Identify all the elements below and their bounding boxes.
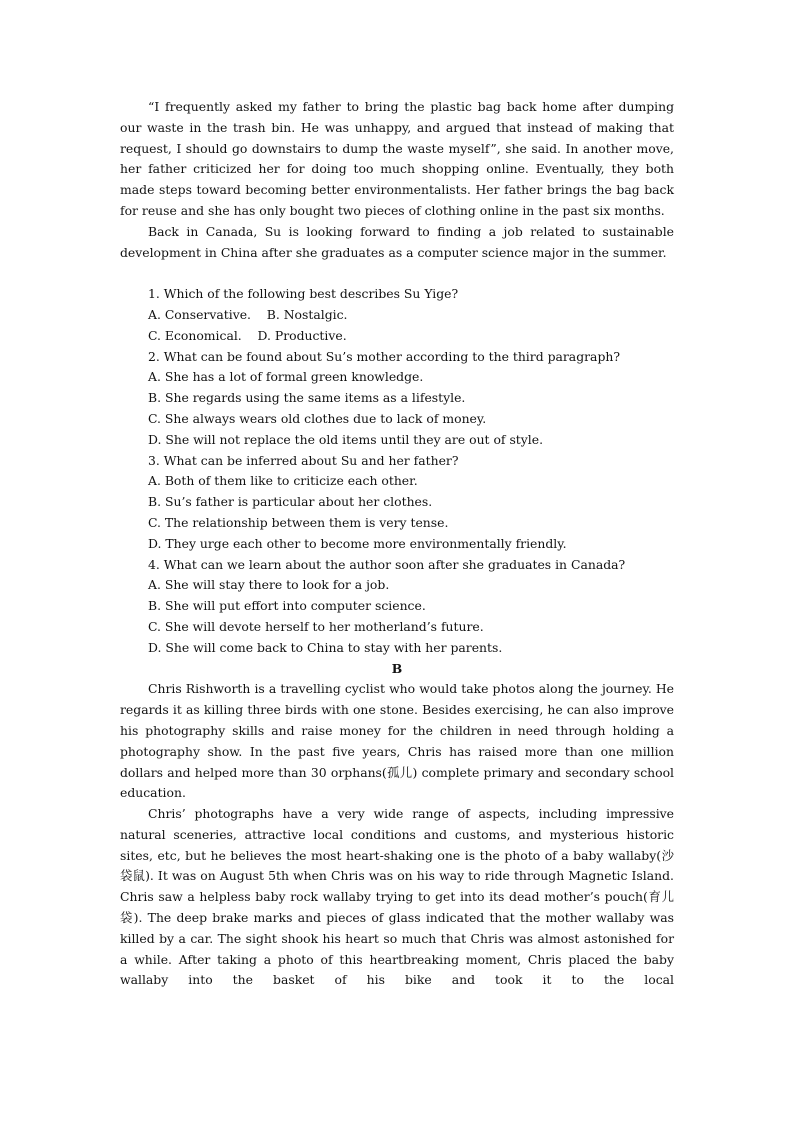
passage-b-paragraph-1: Chris Rishworth is a travelling cyclist who would take photos along the journey. He regards it as killing three birds with one stone. Besides exercising, he can also improve his photography skills and raise money for the children in need through holding a photography show. In the past five years, Chris has raised more than one million dollars and helped more than 30 orphans(孤儿) complete primary and secondary school education. bbox=[120, 681, 674, 801]
question-option: C. She always wears old clothes due to lack of money. bbox=[148, 410, 487, 426]
question-option: D. She will come back to China to stay with her parents. bbox=[148, 639, 503, 655]
question-stem: 4. What can we learn about the author soon after she graduates in Canada? bbox=[148, 556, 626, 572]
question-option: B. She regards using the same items as a lifestyle. bbox=[148, 390, 466, 406]
passage-a-paragraph-1: “I frequently asked my father to bring the plastic bag back home after dumping our waste in the trash bin. He was unhappy, and argued that instead of making that request, I should go downstairs to dump the waste myself”, she said. In another move, her father criticized her for doing too much shopping online. Eventually, they both made steps toward becoming better environmentalists. Her father brings the bag back for reuse and she has only bought two pieces of clothing online in the past six months. bbox=[120, 99, 674, 218]
question-block-2 bbox=[120, 347, 674, 451]
question-option: D. She will not replace the old items until they are out of style. bbox=[148, 431, 544, 447]
document-page bbox=[120, 97, 674, 991]
question-option: B. She will put effort into computer science. bbox=[148, 598, 426, 614]
question-block-4 bbox=[120, 555, 674, 659]
question-option: D. They urge each other to become more environmentally friendly. bbox=[148, 535, 567, 551]
question-stem: 1. Which of the following best describes Su Yige? bbox=[148, 286, 459, 302]
question-stem: 3. What can be inferred about Su and her father? bbox=[148, 452, 459, 468]
question-option: A. Conservative. B. Nostalgic. bbox=[148, 306, 348, 322]
section-heading-b: B bbox=[391, 660, 403, 676]
passage-b-paragraph-2: Chris’ photographs have a very wide range of aspects, including impressive natural sceneries, attractive local conditions and customs, and mysterious historic sites, etc, but he believes the most heart-shaking one is the photo of a baby wallaby(沙袋鼠). It was on August 5th when Chris was on his way to ride through Magnetic Island. Chris saw a helpless baby rock wallaby trying to get into its dead mother’s pouch(育儿袋). The deep brake marks and pieces of glass indicated that the mother wallaby was killed by a car. The sight shook his heart so much that Chris was almost astonished for a while. After taking a photo of this heartbreaking moment, Chris placed the baby wallaby into the basket of his bike and took it to the local bbox=[120, 806, 674, 988]
passage-a-paragraph-2: Back in Canada, Su is looking forward to finding a job related to sustainable development in China after she graduates as a computer science major in the summer. bbox=[120, 223, 674, 260]
question-option: A. She will stay there to look for a job. bbox=[148, 577, 390, 593]
question-option: B. Su’s father is particular about her clothes. bbox=[148, 494, 433, 510]
question-option: C. The relationship between them is very tense. bbox=[148, 514, 449, 530]
question-block-1 bbox=[120, 284, 674, 346]
question-stem: 2. What can be found about Su’s mother according to the third paragraph? bbox=[148, 348, 620, 364]
question-option: A. Both of them like to criticize each other. bbox=[148, 473, 418, 489]
question-option: C. Economical. D. Productive. bbox=[148, 327, 347, 343]
question-option: C. She will devote herself to her motherland’s future. bbox=[148, 618, 484, 634]
spacer bbox=[120, 263, 674, 284]
question-option: A. She has a lot of formal green knowledge. bbox=[148, 369, 424, 385]
question-block-3 bbox=[120, 451, 674, 555]
